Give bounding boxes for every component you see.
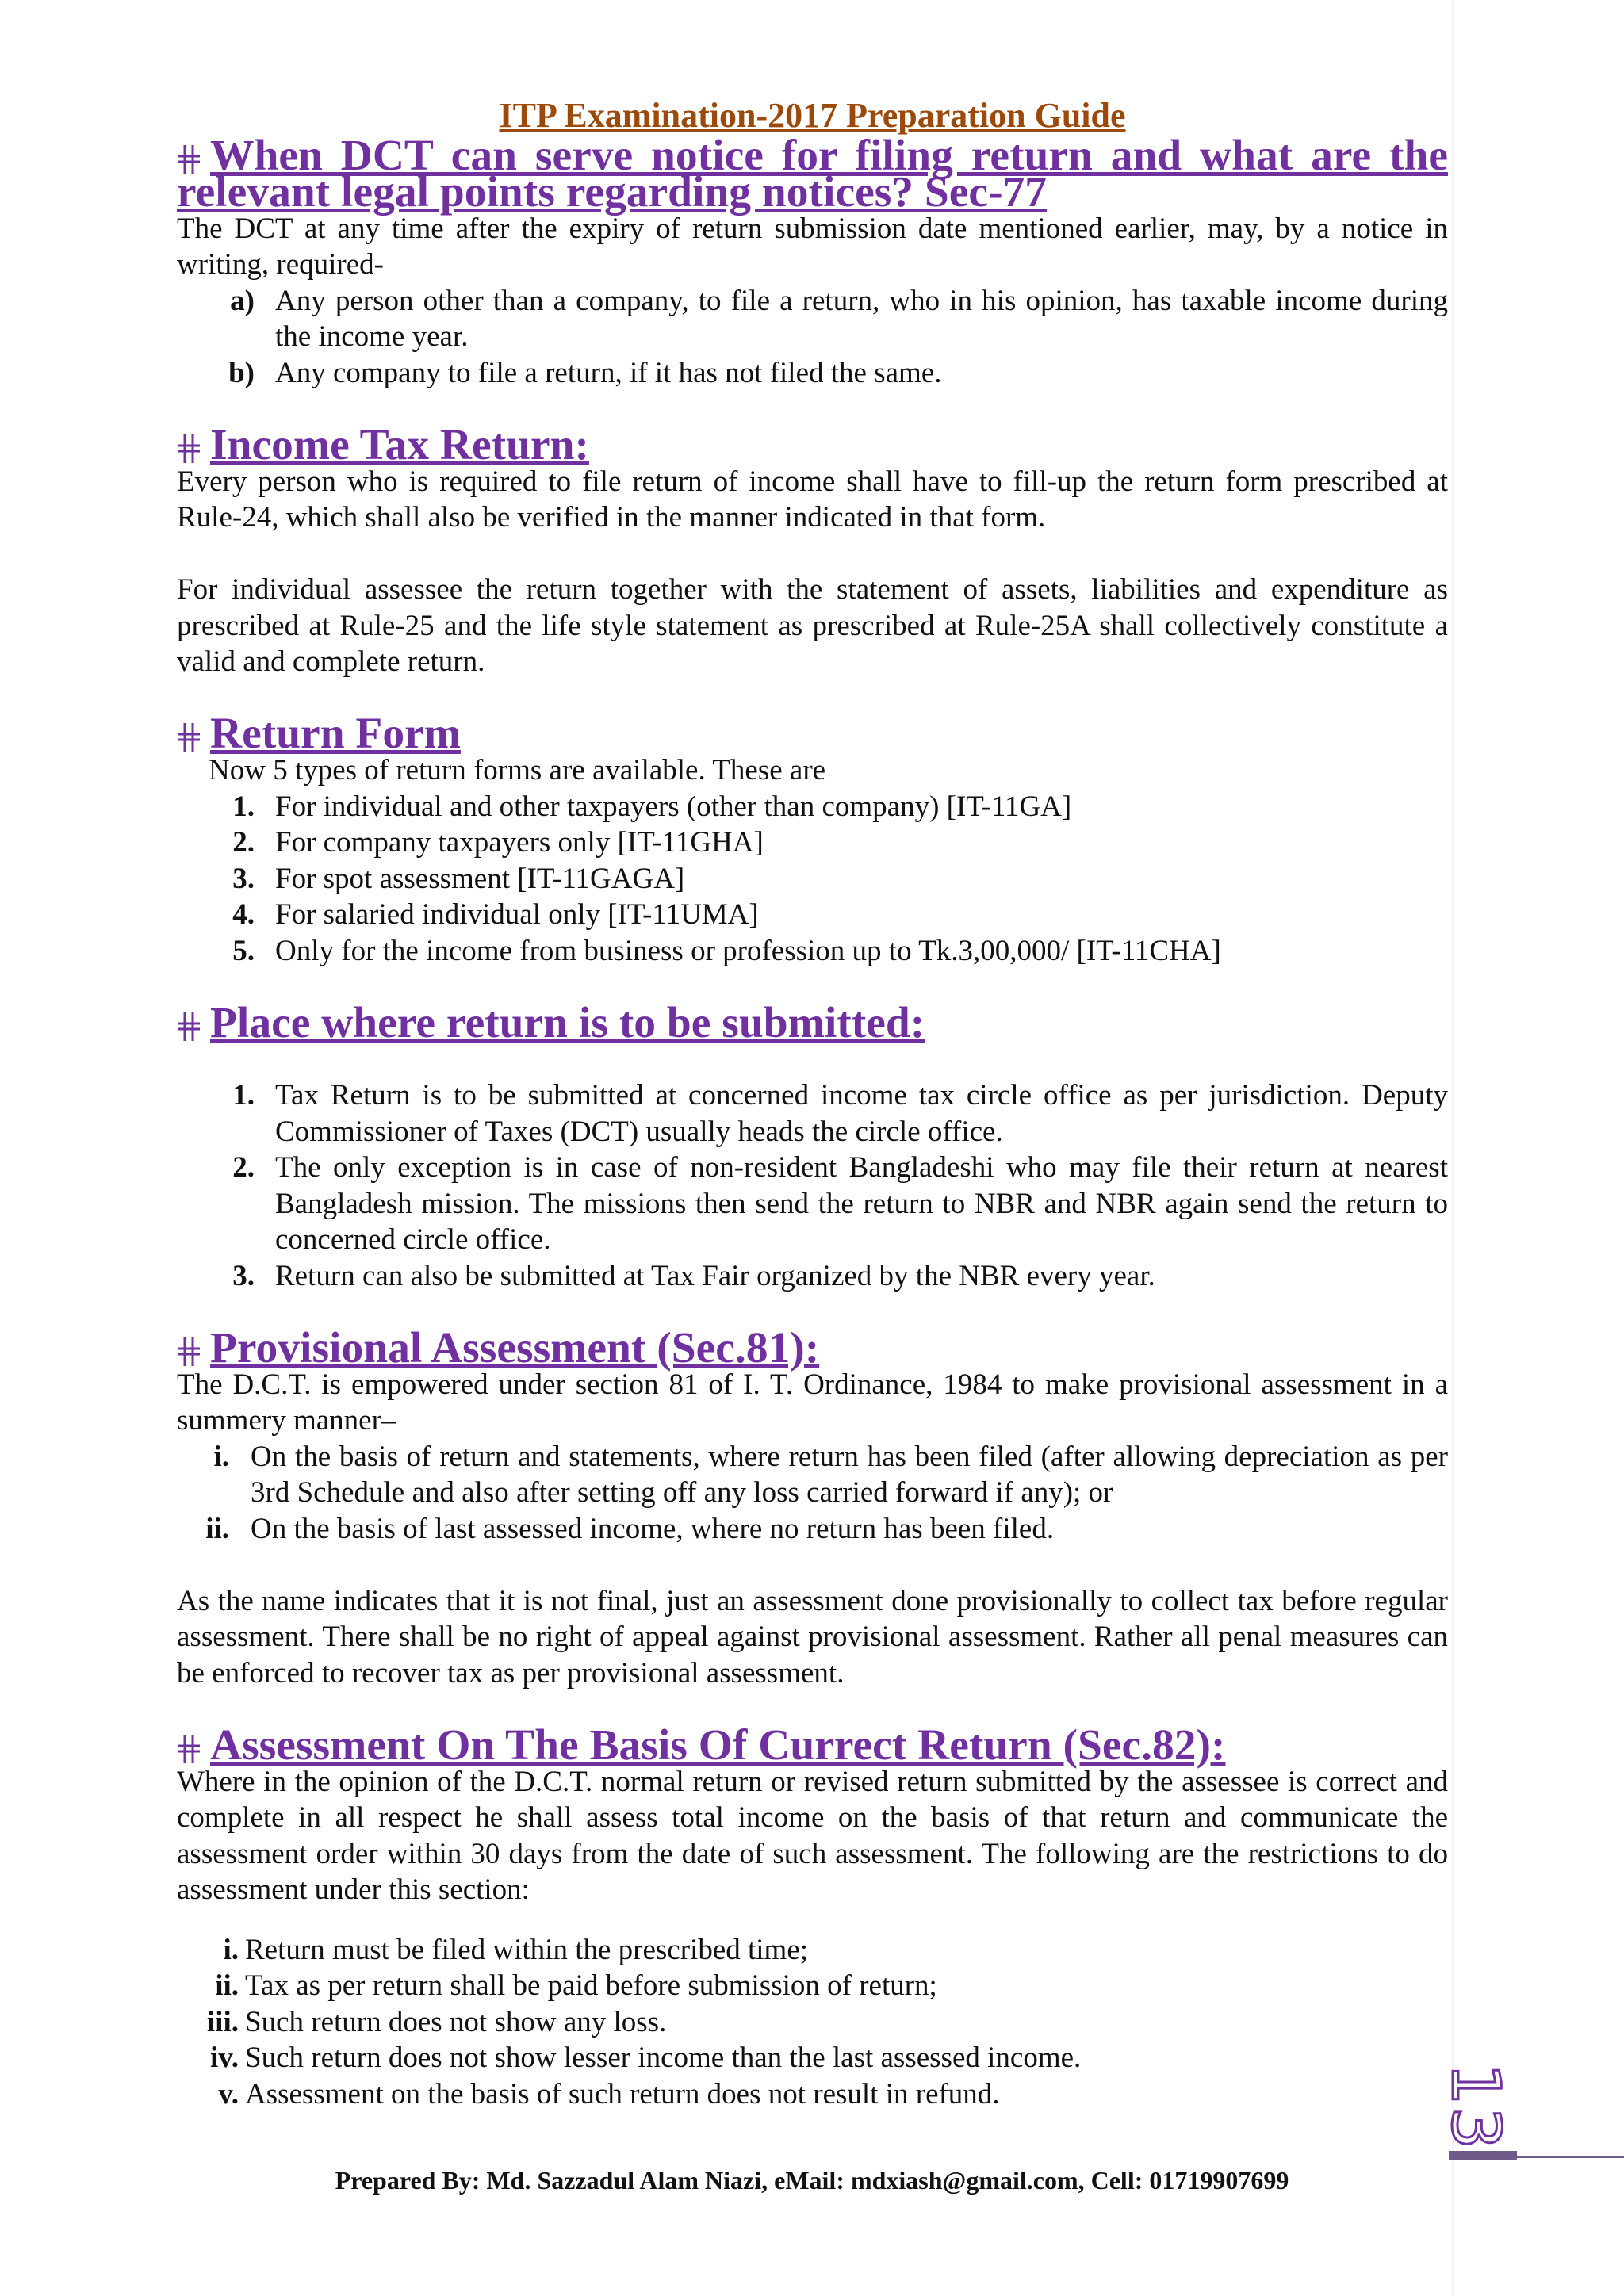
list-marker: ii. (205, 1512, 229, 1545)
list-marker: b) (228, 356, 255, 389)
provisional-basis-list (177, 1439, 1448, 1548)
paragraph: The D.C.T. is empowered under section 81 of I. T. Ordinance, 1984 to make provisional assessment in a summery manner– (177, 1368, 1448, 1437)
list-marker: 3. (232, 862, 255, 895)
section-heading-text: Return Form (210, 710, 461, 758)
list-item (177, 355, 1448, 392)
page-title: ITP Examination-2017 Preparation Guide (499, 96, 1126, 135)
double-cross-bullet-icon (177, 434, 201, 464)
notice-list (177, 283, 1448, 392)
double-cross-bullet-icon (177, 1012, 201, 1042)
list-item (177, 897, 1448, 933)
list-marker: iii. (206, 2005, 239, 2038)
list-text: Tax Return is to be submitted at concerned income tax circle office as per jurisdiction. Deputy Commissioner of Taxes (DCT) usually heads the circle office. (275, 1079, 1448, 1148)
section-heading-return-form (177, 710, 1448, 758)
double-cross-bullet-icon (177, 722, 201, 752)
paragraph: Every person who is required to file return of income shall have to fill-up the return form prescribed at Rule-24, which shall also be verified in the manner indicated in that form. (177, 465, 1448, 534)
list-marker: a) (230, 284, 255, 317)
paragraph: As the name indicates that it is not final, just an assessment done provisionally to collect tax before regular assessment. There shall be no right of appeal against provisional assessment. Rather all penal measures can be enforced to recover tax as per provisional assessment. (177, 1584, 1448, 1689)
list-text: For spot assessment [IT-11GAGA] (275, 862, 685, 895)
list-item (177, 2076, 1448, 2113)
section-heading-income-tax-return (177, 420, 1448, 469)
submission-place-list (177, 1077, 1448, 1294)
section-heading-place-of-submission (177, 998, 1448, 1047)
section-heading-text: Assessment On The Basis Of Currect Return (Sec.82): (210, 1720, 1226, 1770)
section-heading-provisional-assessment (177, 1323, 1448, 1372)
page-number-text: 13 (1437, 2063, 1515, 2151)
list-item (177, 789, 1448, 825)
list-text: Assessment on the basis of such return does not result in refund. (245, 2077, 1000, 2110)
list-item (177, 283, 1448, 355)
section-heading-text: Provisional Assessment (Sec.81): (210, 1323, 820, 1372)
double-cross-bullet-icon (177, 1734, 201, 1764)
list-marker: 1. (232, 790, 255, 823)
list-item (177, 2040, 1448, 2076)
list-marker: ii. (215, 1969, 239, 2002)
section-heading-text: Income Tax Return: (210, 420, 589, 469)
page-number (1437, 2063, 1515, 2151)
list-item (177, 1258, 1448, 1295)
list-text: For company taxpayers only [IT-11GHA] (275, 826, 764, 859)
list-item (177, 861, 1448, 897)
page-border-line (1452, 0, 1454, 2296)
page-footer: Prepared By: Md. Sazzadul Alam Niazi, eMail: mdxiash@gmail.com, Cell: 01719907699 (335, 2166, 1289, 2195)
list-text: Return can also be submitted at Tax Fair organized by the NBR every year. (275, 1259, 1155, 1292)
list-text: For individual and other taxpayers (other than company) [IT-11GA] (275, 790, 1072, 823)
list-marker: i. (223, 1933, 239, 1966)
list-marker: 2. (232, 1151, 255, 1184)
list-item (177, 1439, 1448, 1511)
section-heading-text: Place where return is to be submitted: (210, 998, 925, 1047)
list-text: The only exception is in case of non-resident Bangladeshi who may file their return at nearest Bangladesh mission. The missions then send the return to NBR and NBR again send the return to concerned circle office. (275, 1151, 1448, 1256)
paragraph: Where in the opinion of the D.C.T. normal return or revised return submitted by the assessee is correct and complete in all respect he shall assess total income on the basis of that return and communicate the assessment order within 30 days from the date of such assessment. The following are the restrictions to do assessment under this section: (177, 1765, 1448, 1906)
list-text: Such return does not show lesser income than the last assessed income. (245, 2042, 1082, 2074)
list-marker: 4. (232, 898, 255, 931)
list-text: Any company to file a return, if it has not filed the same. (275, 356, 942, 389)
list-text: On the basis of return and statements, where return has been filed (after allowing depreciation as per 3rd Schedule and also after setting off any loss carried forward if any); or (251, 1440, 1448, 1509)
list-marker: 3. (232, 1259, 255, 1292)
list-marker: 2. (232, 826, 255, 859)
list-text: For salaried individual only [IT-11UMA] (275, 898, 759, 931)
page-number-bar (1449, 2151, 1517, 2160)
list-marker: 1. (232, 1079, 255, 1112)
list-item (177, 1077, 1448, 1150)
list-item (177, 1511, 1448, 1548)
list-text: Return must be filed within the prescribed time; (245, 1933, 809, 1966)
list-marker: 5. (232, 934, 255, 967)
list-text: Tax as per return shall be paid before submission of return; (245, 1969, 937, 2002)
restrictions-list (177, 1932, 1448, 2113)
paragraph: Now 5 types of return forms are available. These are (209, 754, 826, 786)
list-item (177, 933, 1448, 970)
section-heading-correct-return-assessment (177, 1720, 1448, 1770)
list-text: On the basis of last assessed income, where no return has been filed. (251, 1512, 1055, 1545)
list-text: Only for the income from business or profession up to Tk.3,00,000/ [IT-11CHA] (275, 934, 1221, 967)
return-form-list (177, 789, 1448, 970)
section-heading-notice (177, 132, 1448, 216)
list-item (177, 825, 1448, 861)
section-heading-text: When DCT can serve notice for filing return and what are the relevant legal points regarding notices? Sec-77 (177, 132, 1448, 216)
list-item (177, 2004, 1448, 2041)
list-item (177, 1932, 1448, 1969)
list-item (177, 1150, 1448, 1258)
paragraph: The DCT at any time after the expiry of return submission date mentioned earlier, may, by a notice in writing, required- (177, 212, 1448, 281)
list-text: Any person other than a company, to file a return, who in his opinion, has taxable income during the income year. (275, 284, 1448, 353)
double-cross-bullet-icon (177, 1337, 201, 1367)
list-marker: v. (218, 2077, 239, 2110)
paragraph: For individual assessee the return together with the statement of assets, liabilities and expenditure as prescribed at Rule-25 and the life style statement as prescribed at Rule-25A shall collectively constitute a valid and complete return. (177, 573, 1448, 678)
list-item (177, 1968, 1448, 2004)
list-text: Such return does not show any loss. (245, 2005, 667, 2038)
list-marker: iv. (210, 2042, 239, 2074)
page-content (177, 94, 1448, 2112)
list-marker: i. (213, 1440, 229, 1473)
